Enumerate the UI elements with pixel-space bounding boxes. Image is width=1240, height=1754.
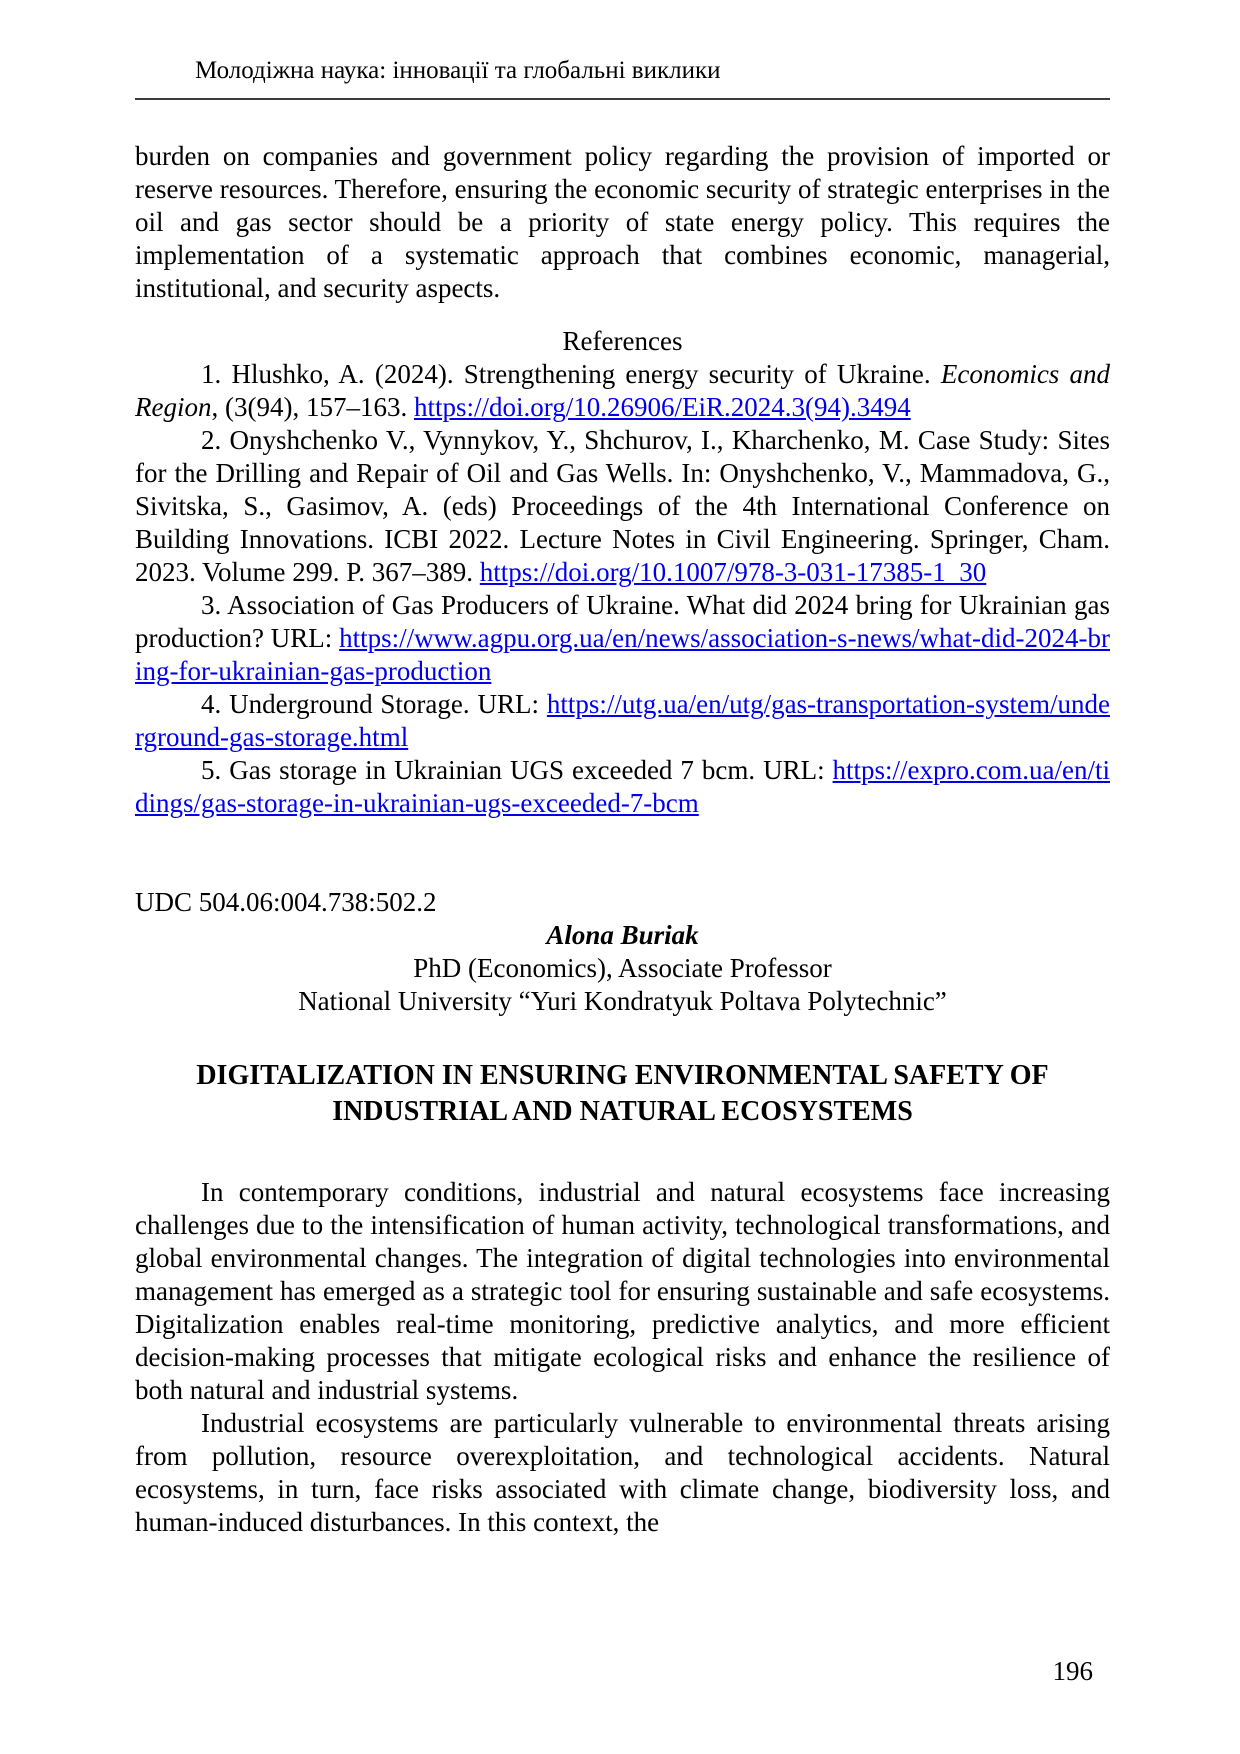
previous-article-closing-paragraph: burden on companies and government policy regarding the provision of imported or reserve resources. Therefore, ensuring the economic security of strategic enterprises in the oil and gas sector should be a priority of state energy policy. This requires the implementation of a systematic approach that combines economic, managerial, institutional, and security aspects.: [135, 141, 1110, 303]
running-header: Молодіжна наука: інновації та глобальні виклики: [195, 57, 721, 84]
author-affiliation: National University “Yuri Kondratyuk Poltava Polytechnic”: [298, 986, 947, 1016]
reference-item-3: 3. Association of Gas Producers of Ukraine. What did 2024 bring for Ukrainian gas production? URL: https://www.agpu.org.ua/en/news/association-s-news/what-did-2024-bring-for-ukrainian-gas-production: [135, 590, 1110, 686]
reference-link[interactable]: https://doi.org/10.26906/EiR.2024.3(94).3494: [413, 392, 911, 422]
reference-link[interactable]: https://www.agpu.org.ua/en/news/association-s-news/what-did-2024-bring-for-ukrainian-gas-production: [135, 623, 1110, 686]
journal-title-italic: Economics and Region: [135, 359, 1111, 422]
references-heading: References: [562, 326, 683, 356]
author-name: Alona Buriak: [546, 920, 699, 950]
reference-item-4: 4. Underground Storage. URL: https://utg.ua/en/utg/gas-transportation-system/underground-gas-storage.html: [135, 689, 1110, 752]
header-rule-divider: [135, 98, 1110, 100]
article-title: DIGITALIZATION IN ENSURING ENVIRONMENTAL SAFETY OF INDUSTRIAL AND NATURAL ECOSYSTEMS: [196, 1060, 1049, 1127]
author-degree: PhD (Economics), Associate Professor: [413, 953, 832, 983]
reference-item-1: 1. Hlushko, A. (2024). Strengthening energy security of Ukraine. Economics and Region, (3(94), 157–163. https://doi.org/10.26906/EiR.2024.3(94).3494: [135, 359, 1111, 422]
article-paragraph-2: Industrial ecosystems are particularly vulnerable to environmental threats arising from pollution, resource overexploitation, and technological accidents. Natural ecosystems, in turn, face risks associated with climate change, biodiversity loss, and human-induced disturbances. In this context, the: [135, 1408, 1110, 1537]
reference-link[interactable]: https://doi.org/10.1007/978-3-031-17385-1_30: [479, 557, 987, 587]
udc-code: UDC 504.06:004.738:502.2: [135, 887, 437, 917]
article-paragraph-1: In contemporary conditions, industrial and natural ecosystems face increasing challenges due to the intensification of human activity, technological transformations, and global environmental changes. The integration of digital technologies into environmental management has emerged as a strategic tool for ensuring sustainable and safe ecosystems. Digitalization enables real-time monitoring, predictive analytics, and more efficient decision-making processes that mitigate ecological risks and enhance the resilience of both natural and industrial systems.: [135, 1177, 1110, 1405]
page-number: 196: [1052, 1656, 1093, 1686]
reference-item-5: 5. Gas storage in Ukrainian UGS exceeded 7 bcm. URL: https://expro.com.ua/en/tidings/gas-storage-in-ukrainian-ugs-exceeded-7-bcm: [135, 755, 1110, 818]
reference-link[interactable]: https://expro.com.ua/en/tidings/gas-storage-in-ukrainian-ugs-exceeded-7-bcm: [135, 755, 1110, 818]
reference-link[interactable]: https://utg.ua/en/utg/gas-transportation-system/underground-gas-storage.html: [135, 689, 1110, 752]
reference-item-2: 2. Onyshchenko V., Vynnykov, Y., Shchurov, I., Kharchenko, M. Case Study: Sites for the Drilling and Repair of Oil and Gas Wells. In: Onyshchenko, V., Mammadova, G., Sivitska, S., Gasimov, A. (eds) Proceedings of the 4th International Conference on Building Innovations. ICBI 2022. Lecture Notes in Civil Engineering. Springer, Cham. 2023. Volume 299. P. 367–389. https://doi.org/10.1007/978-3-031-17385-1_30: [135, 425, 1110, 587]
